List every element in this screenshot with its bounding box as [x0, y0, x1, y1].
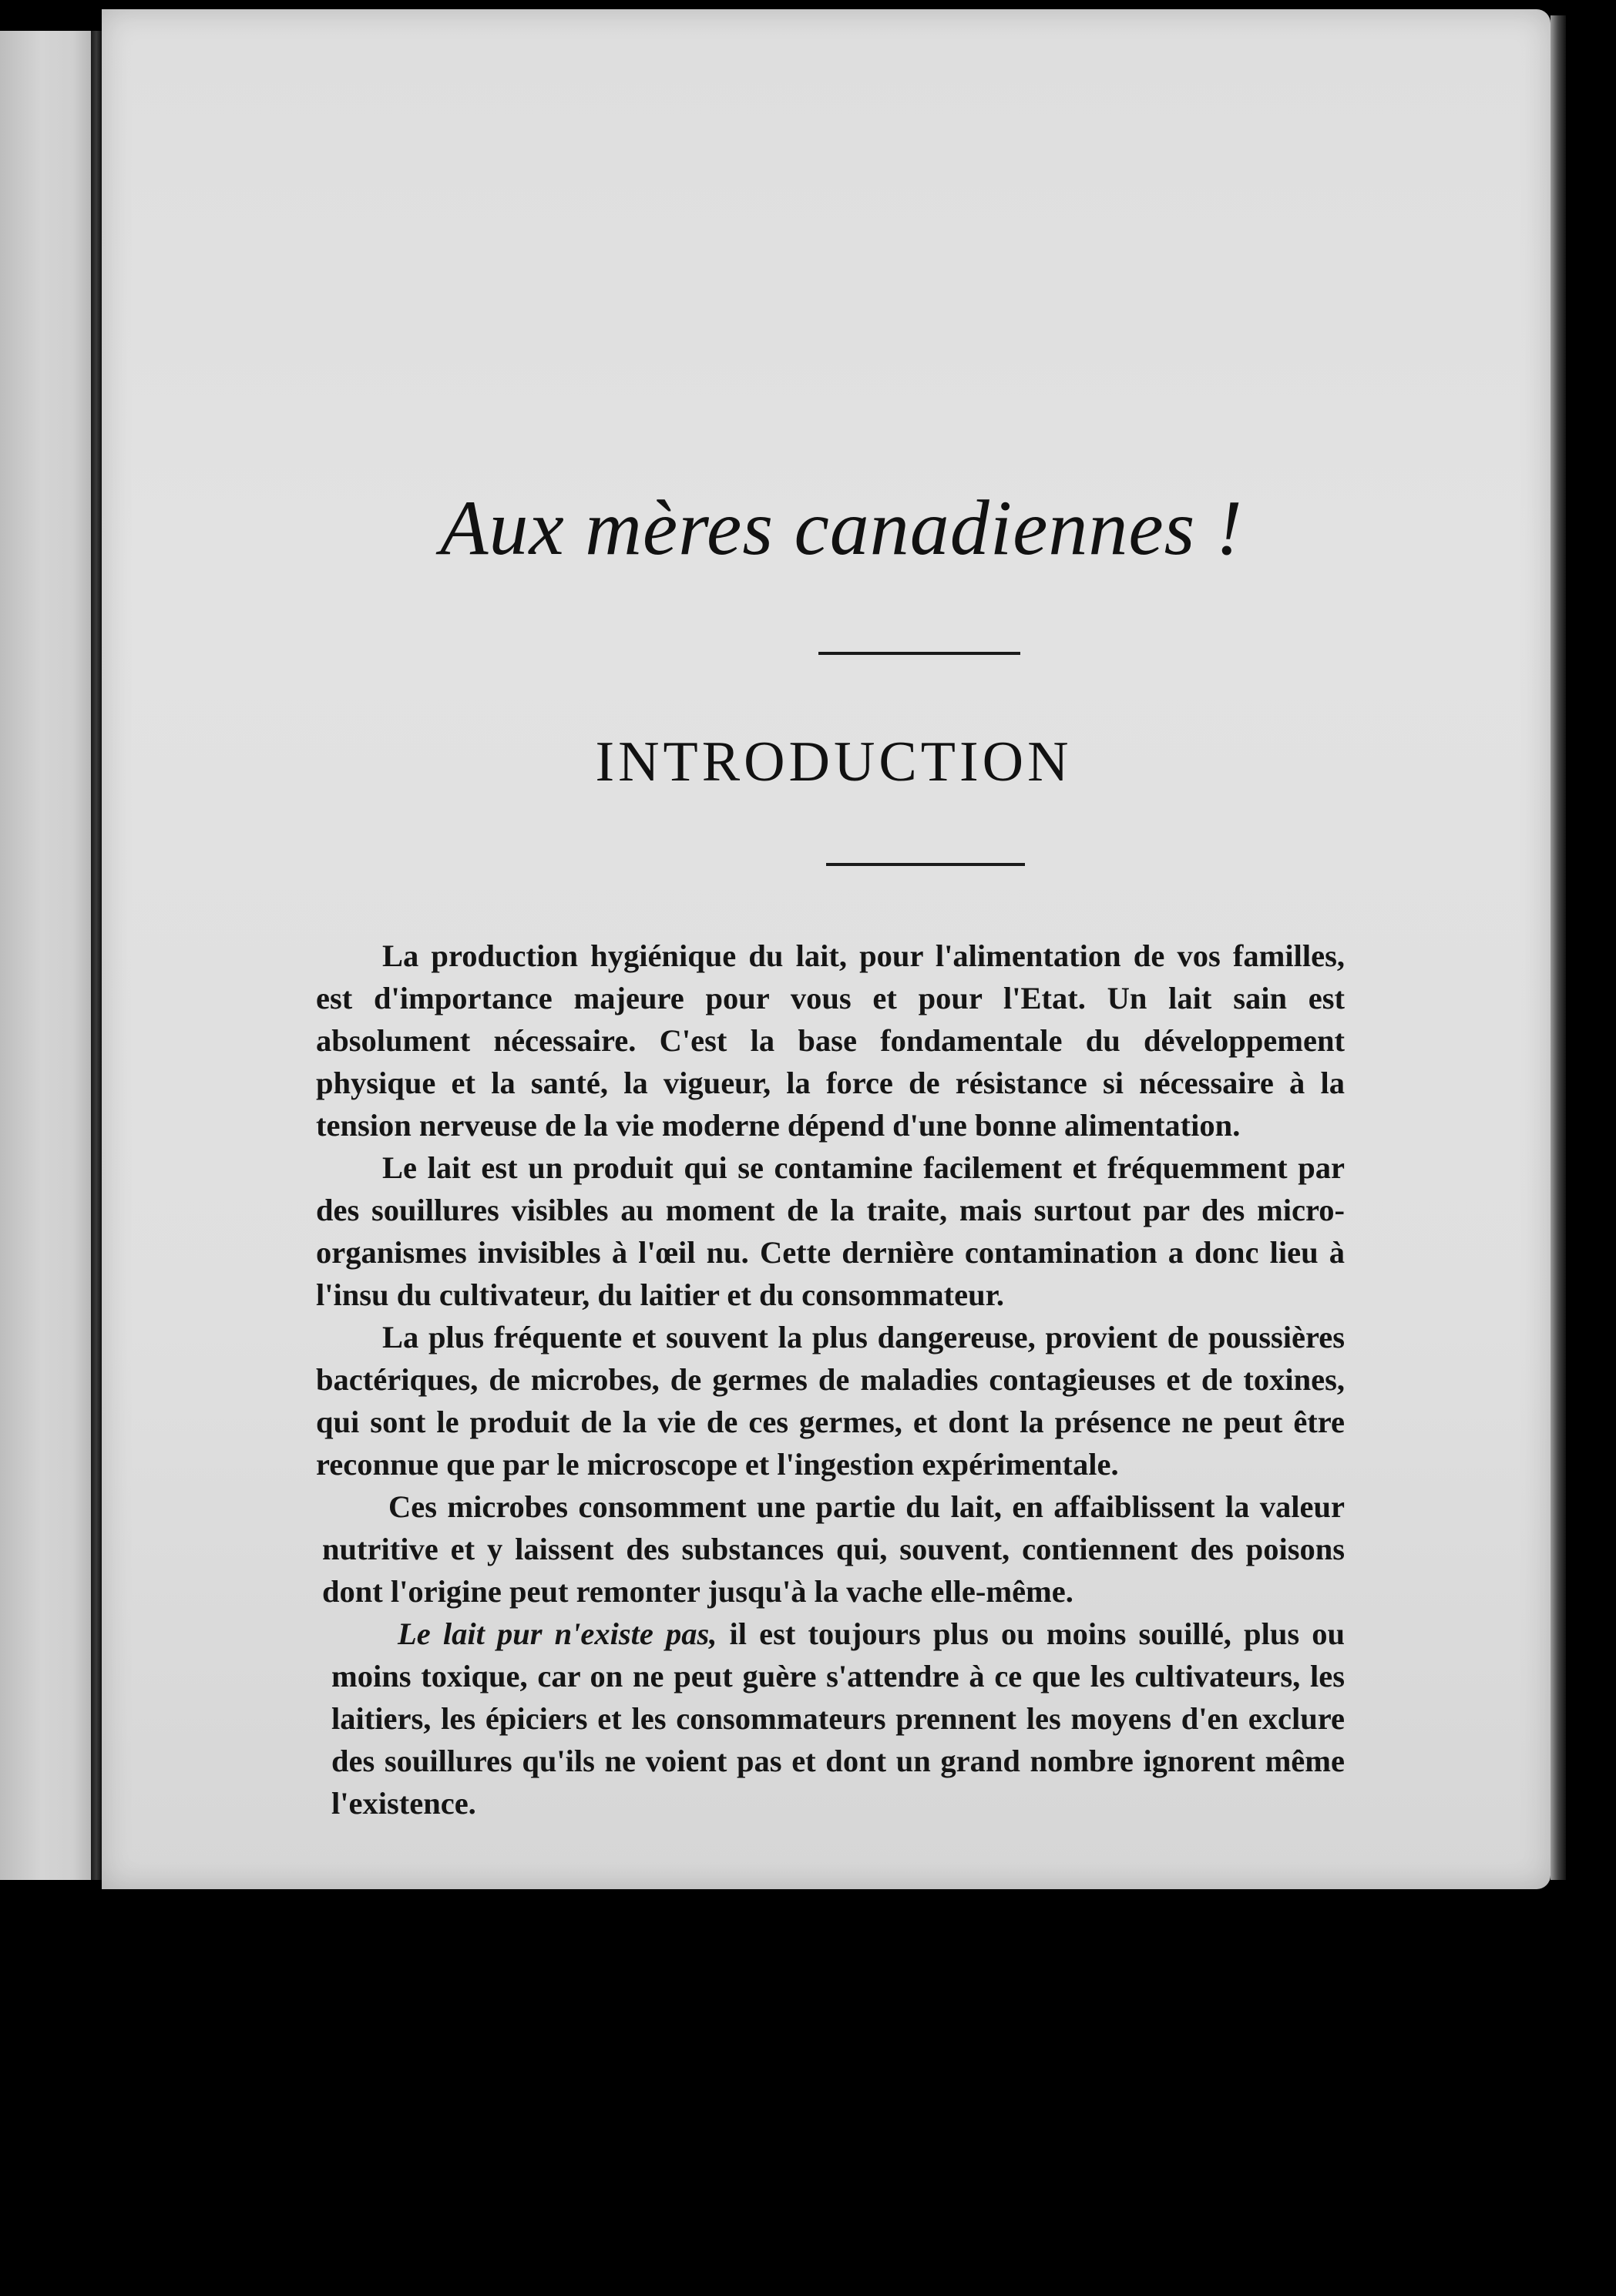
paragraph: Le lait est un produit qui se contamine facilement et fréquemment par des souillures visibles au moment de la traite, mais surtout par des micro-organismes invisibles à l'œil nu. Cette dernière contamination a donc lieu à l'insu du cultivateur, du laitier et du consommateur. — [316, 1150, 1345, 1312]
paragraph: La plus fréquente et souvent la plus dangereuse, provient de poussières bactériques, de microbes, de germes de maladies contagieuses et de toxines, qui sont le produit de la vie de ces germes, et dont la présence ne peut être reconnue que par le microscope et l'ingestion expérimentale. — [316, 1320, 1345, 1482]
paragraph: Ces microbes consomment une partie du lait, en affaiblissent la valeur nutritive et y laissent des substances qui, souvent, contiennent des poisons dont l'origine peut remonter jusqu'à la vache elle-même. — [322, 1489, 1345, 1609]
paragraph — [316, 1613, 1345, 1824]
body-text — [316, 935, 1345, 1824]
page-right-edge — [1550, 15, 1566, 1880]
emphasis-text: Le lait pur n'existe pas, — [398, 1616, 717, 1651]
paragraph-text: il est toujours plus ou moins souillé, plus ou moins toxique, car on ne peut guère s'attendre à ce que les cultivateurs, les laitiers, les épiciers et les consommateurs prennent les moyens d'en exclure des souillures qu'ils ne voient pas et dont un grand nombre ignorent même l'existence. — [331, 1616, 1345, 1821]
scan-background — [0, 1889, 1616, 2296]
book-gutter — [91, 31, 102, 1880]
page-title: Aux mères canadiennes ! — [440, 485, 1243, 572]
paragraph: La production hygiénique du lait, pour l'alimentation de vos familles, est d'importance majeure pour vous et pour l'Etat. Un lait sain est absolument nécessaire. C'est la base fondamentale du développement physique et la santé, la vigueur, la force de résistance si nécessaire à la tension nerveuse de la vie moderne dépend d'une bonne alimentation. — [316, 938, 1345, 1143]
heading-divider — [826, 863, 1025, 866]
previous-page-edge — [0, 31, 91, 1880]
title-divider — [818, 652, 1020, 655]
section-heading: INTRODUCTION — [595, 730, 1073, 794]
